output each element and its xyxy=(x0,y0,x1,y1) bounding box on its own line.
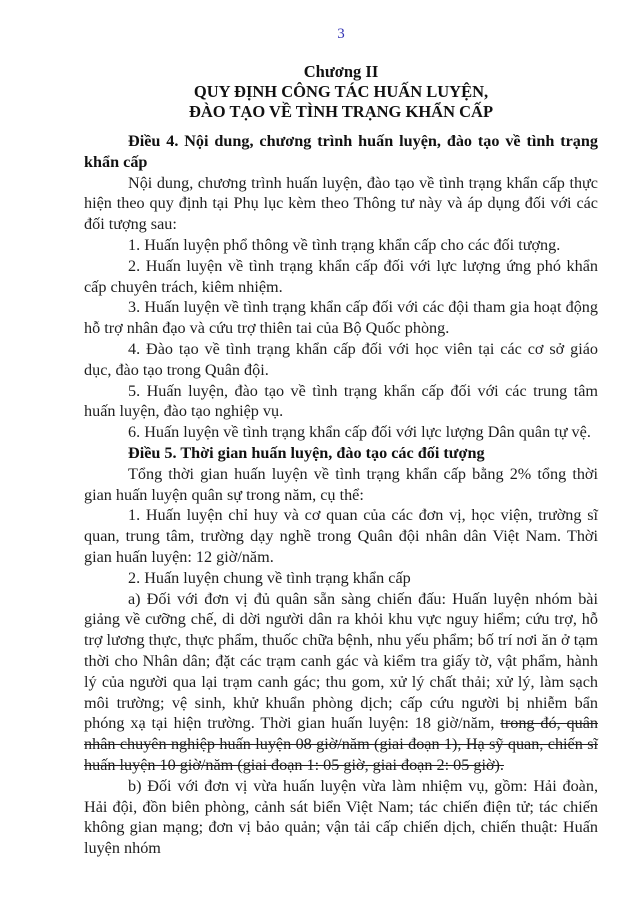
article-4-intro: Nội dung, chương trình huấn luyện, đào tạo về tình trạng khẩn cấp thực hiện theo quy định tại Phụ lục kèm theo Thông tư này và áp dụng đối với các đối tượng sau: xyxy=(84,173,598,234)
article-5-point-b: b) Đối với đơn vị vừa huấn luyện vừa làm nhiệm vụ, gồm: Hải đoàn, Hải đội, đồn biên phòng, cảnh sát biển Việt Nam; tác chiến điện tử; tác chiến không gian mạng; đơn vị bảo quản; vận tải cấp chiến dịch, chiến thuật: Huấn luyện nhóm xyxy=(84,776,598,858)
article-4-item-1: 1. Huấn luyện phổ thông về tình trạng khẩn cấp cho các đối tượng. xyxy=(128,235,561,254)
article-5-item-2: 2. Huấn luyện chung về tình trạng khẩn cấp xyxy=(128,568,411,587)
chapter-heading xyxy=(84,62,598,122)
chapter-title-line-2: ĐÀO TẠO VỀ TÌNH TRẠNG KHẨN CẤP xyxy=(188,102,494,121)
article-4-item-6: 6. Huấn luyện về tình trạng khẩn cấp đối với lực lượng Dân quân tự vệ. xyxy=(128,423,591,442)
article-4-item-4: 4. Đào tạo về tình trạng khẩn cấp đối với học viên tại các cơ sở giáo dục, đào tạo trong Quân đội. xyxy=(84,339,598,379)
article-5-heading: Điều 5. Thời gian huấn luyện, đào tạo các đối tượng xyxy=(128,443,485,462)
article-5-item-1: 1. Huấn luyện chỉ huy và cơ quan của các đơn vị, học viện, trường sĩ quan, trung tâm, trường dạy nghề trong Quân đội nhân dân Việt Nam. Thời gian huấn luyện: 12 giờ/năm. xyxy=(84,506,598,566)
article-4-heading: Điều 4. Nội dung, chương trình huấn luyện, đào tạo về tình trạng khẩn cấp xyxy=(84,132,598,171)
chapter-title-line-1: QUY ĐỊNH CÔNG TÁC HUẤN LUYỆN, xyxy=(193,82,489,101)
article-4-item-2: 2. Huấn luyện về tình trạng khẩn cấp đối với lực lượng ứng phó khẩn cấp chuyên trách, kiêm nhiệm. xyxy=(84,256,598,296)
point-a-struck-text: trong đó, quân nhân chuyên nghiệp huấn luyện 08 giờ/năm (giai đoạn 1), Hạ sỹ quan, chiến sĩ huấn luyện 10 giờ/năm (giai đoạn 1: 05 giờ, giai đoạn 2: 05 giờ). xyxy=(84,714,598,774)
chapter-label: Chương II xyxy=(303,62,379,81)
body-text xyxy=(84,131,598,859)
point-a-text: a) Đối với đơn vị đủ quân sẵn sàng chiến đấu: Huấn luyện nhóm bài giảng về cưỡng chế, di dời người dân ra khỏi khu vực nguy hiểm; cứu trợ, hỗ trợ lương thực, thực phẩm, thuốc chữa bệnh, nhu yếu phẩm; bố trí nơi ăn ở tạm thời cho Nhân dân; đặt các trạm canh gác và kiểm tra giấy tờ, vật phẩm, hành lý của người qua lại trạm canh gác; thu gom, xử lý chất thải; xử lý, làm sạch môi trường; vệ sinh, khử khuẩn phòng dịch; cấp cứu người bị nhiễm bẩn phóng xạ tại hiện trường. Thời gian huấn luyện: 18 giờ/năm, xyxy=(84,589,598,733)
article-5-point-a xyxy=(84,589,598,776)
article-4-item-3: 3. Huấn luyện về tình trạng khẩn cấp đối với các đội tham gia hoạt động hỗ trợ nhân đạo và cứu trợ thiên tai của Bộ Quốc phòng. xyxy=(84,298,598,338)
text-column xyxy=(84,0,598,859)
page-number: 3 xyxy=(337,26,345,42)
article-5-intro: Tổng thời gian huấn luyện về tình trạng khẩn cấp bằng 2% tổng thời gian huấn luyện quân sự trong năm, cụ thể: xyxy=(84,464,598,504)
article-4-item-5: 5. Huấn luyện, đào tạo về tình trạng khẩn cấp đối với các trung tâm huấn luyện, đào tạo nghiệp vụ. xyxy=(84,381,598,421)
